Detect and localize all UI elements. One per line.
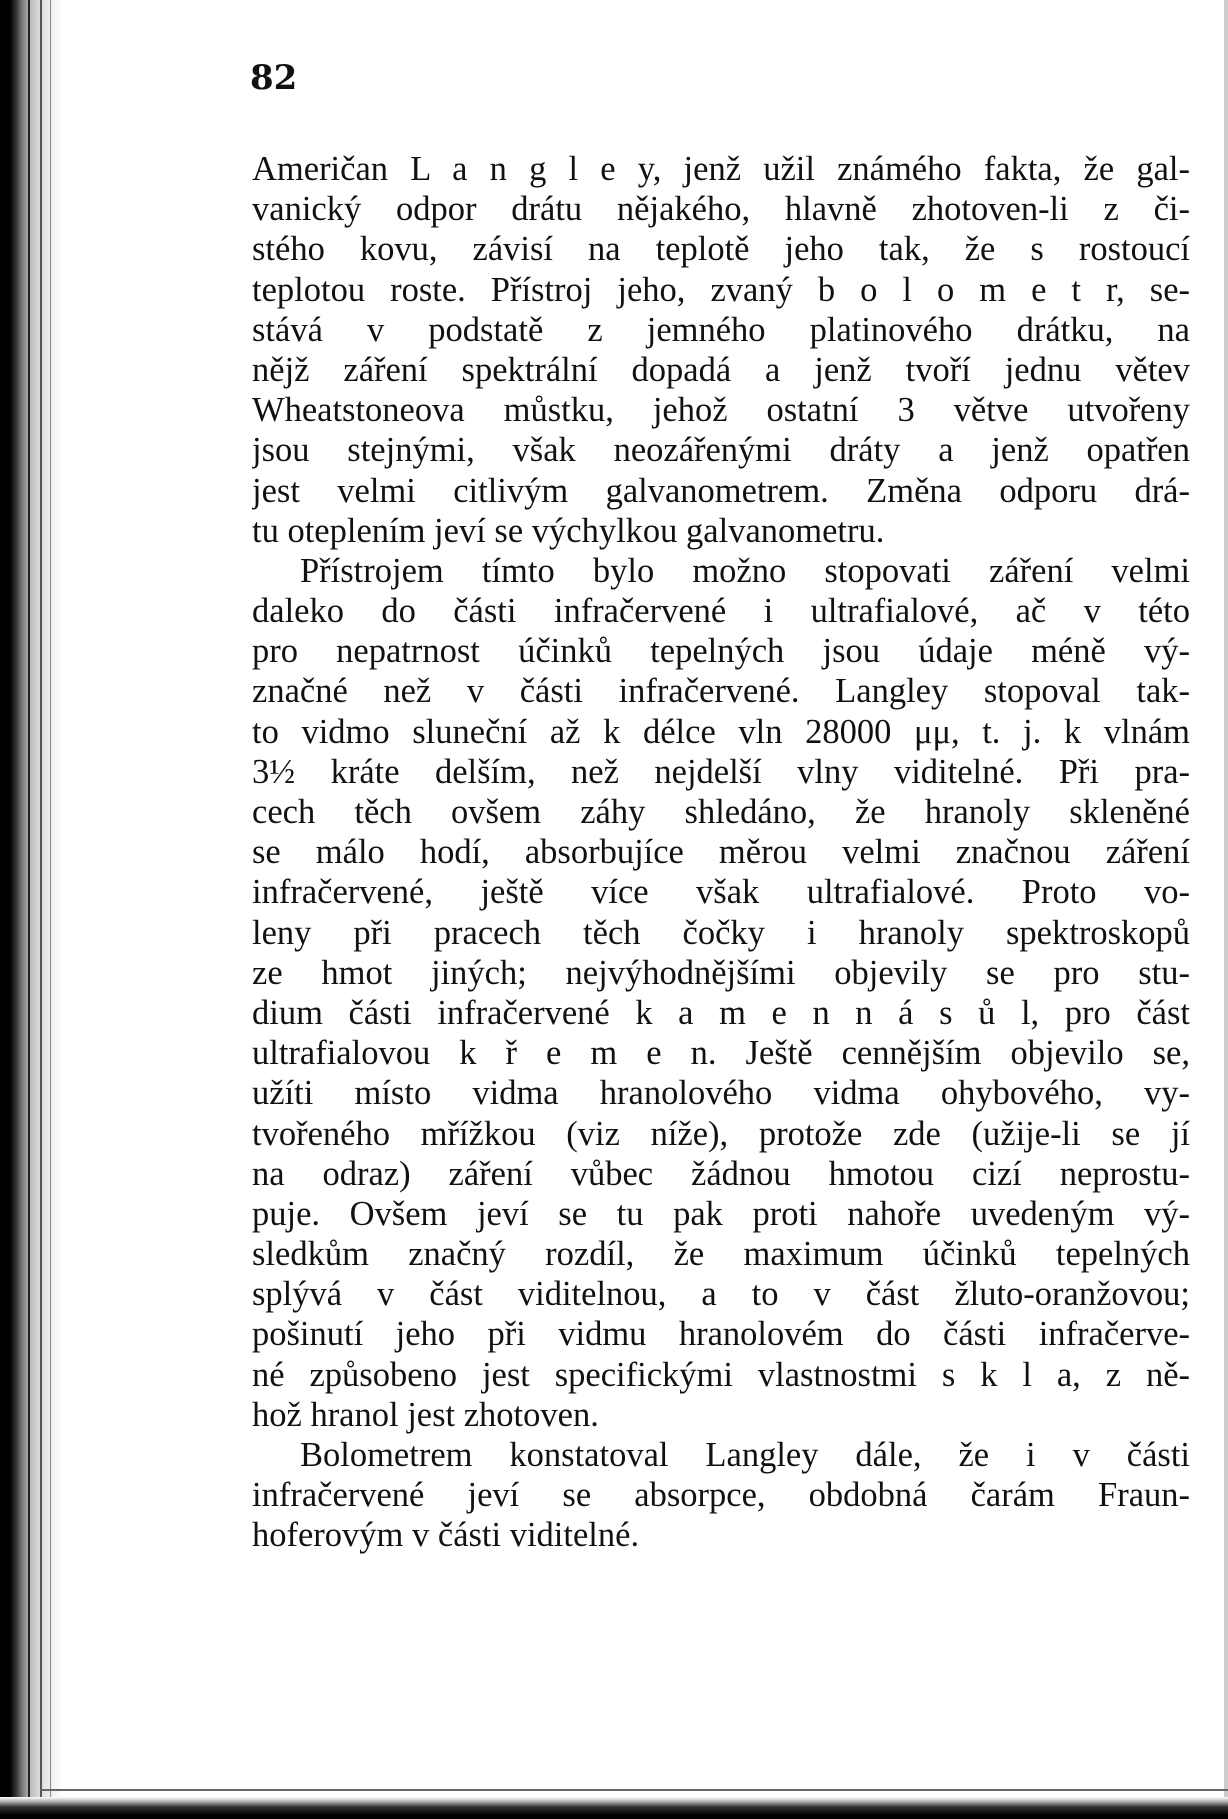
page-number: 82 bbox=[250, 58, 298, 98]
paragraph bbox=[252, 149, 1190, 551]
paragraph bbox=[252, 1435, 1190, 1556]
text-line: ultrafialovou k ř e m e n. Ještě cennějším objevilo se, bbox=[252, 1034, 1190, 1073]
text-line: infračervené, ještě více však ultrafialové. Proto vo- bbox=[252, 873, 1190, 912]
book-binding-shadow bbox=[0, 0, 62, 1819]
page-bottom-edge-line bbox=[40, 1789, 1228, 1791]
text-line: leny při pracech těch čočky i hranoly spektroskopů bbox=[252, 913, 1190, 952]
body-text bbox=[252, 149, 1190, 1556]
text-line: Přístrojem tímto bylo možno stopovati záření velmi bbox=[300, 551, 1190, 590]
text-line: jsou stejnými, však neozářenými dráty a jenž opatřen bbox=[252, 431, 1190, 470]
scan-bottom-shadow bbox=[0, 1797, 1228, 1819]
text-line: stého kovu, závisí na teplotě jeho tak, že s rostoucí bbox=[252, 230, 1190, 269]
text-line: na odraz) záření vůbec žádnou hmotou cizí neprostu- bbox=[252, 1154, 1190, 1193]
text-line: 3½ kráte delším, než nejdelší vlny viditelné. Při pra- bbox=[252, 752, 1190, 791]
text-line: ze hmot jiných; nejvýhodnějšími objevily se pro stu- bbox=[252, 953, 1190, 992]
text-line: Wheatstoneova můstku, jehož ostatní 3 větve utvořeny bbox=[252, 391, 1190, 430]
paragraph bbox=[252, 551, 1190, 1435]
text-line: hož hranol jest zhotoven. bbox=[252, 1395, 599, 1434]
text-line: tu oteplením jeví se výchylkou galvanometru. bbox=[252, 511, 885, 550]
text-line: né způsobeno jest specifickými vlastnostmi s k l a, z ně- bbox=[252, 1355, 1190, 1394]
text-line: dium části infračervené k a m e n n á s ů l, pro část bbox=[252, 993, 1190, 1032]
text-line: Bolometrem konstatoval Langley dále, že i v části bbox=[300, 1436, 1190, 1474]
text-line: sledkům značný rozdíl, že maximum účinků tepelných bbox=[252, 1235, 1190, 1274]
text-line: hoferovým v části viditelné. bbox=[252, 1516, 640, 1555]
text-line: tvořeného mřížkou (viz níže), protože zde (užije-li se jí bbox=[252, 1114, 1190, 1153]
text-line: jest velmi citlivým galvanometrem. Změna odporu drá- bbox=[252, 471, 1190, 510]
text-line: stává v podstatě z jemného platinového drátku, na bbox=[252, 310, 1190, 349]
text-line: splývá v část viditelnou, a to v část žluto-oranžovou; bbox=[252, 1275, 1190, 1314]
text-line: se málo hodí, absorbujíce měrou velmi značnou záření bbox=[252, 833, 1190, 872]
binding-edge-line bbox=[28, 0, 30, 1819]
text-line: teplotou roste. Přístroj jeho, zvaný b o l o m e t r, se- bbox=[252, 270, 1190, 309]
text-line: pošinutí jeho při vidmu hranolovém do části infračerve- bbox=[252, 1315, 1190, 1354]
binding-edge-line bbox=[40, 0, 42, 1819]
page-right-edge bbox=[1224, 0, 1228, 1819]
text-line: nějž záření spektrální dopadá a jenž tvoří jednu větev bbox=[252, 350, 1190, 389]
text-line: daleko do části infračervené i ultrafialové, ač v této bbox=[252, 592, 1190, 631]
text-line: puje. Ovšem jeví se tu pak proti nahoře uvedeným vý- bbox=[252, 1194, 1190, 1233]
text-line: pro nepatrnost účinků tepelných jsou údaje méně vý- bbox=[252, 632, 1190, 671]
text-line: Američan L a n g l e y, jenž užil známého fakta, že gal- bbox=[252, 150, 1190, 188]
text-line: infračervené jeví se absorpce, obdobná čarám Fraun- bbox=[252, 1476, 1190, 1515]
text-line: značné než v části infračervené. Langley stopoval tak- bbox=[252, 672, 1190, 711]
text-line: to vidmo sluneční až k délce vln 28000 μμ, t. j. k vlnám bbox=[252, 712, 1190, 751]
text-line: cech těch ovšem záhy shledáno, že hranoly skleněné bbox=[252, 793, 1190, 831]
binding-edge-line bbox=[50, 0, 51, 1819]
text-line: vanický odpor drátu nějakého, hlavně zhotoven-li z či- bbox=[252, 190, 1190, 229]
text-line: užíti místo vidma hranolového vidma ohybového, vy- bbox=[252, 1074, 1190, 1113]
